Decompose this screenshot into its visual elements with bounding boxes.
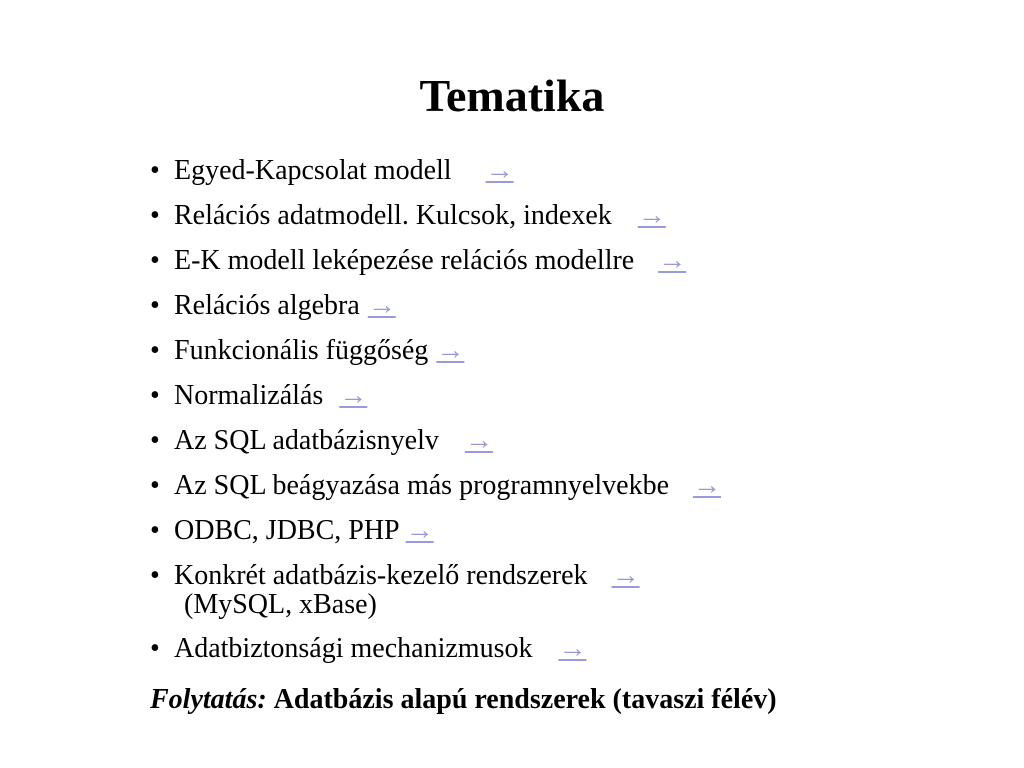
bullet-icon: •: [150, 200, 160, 231]
topic-item: [150, 626, 990, 671]
footer-lead: Folytatás:: [150, 684, 267, 715]
topic-text: Konkrét adatbázis-kezelő rendszerek: [174, 560, 588, 591]
topic-item: [150, 418, 990, 463]
bullet-icon: •: [150, 470, 160, 501]
topic-text: Az SQL beágyazása más programnyelvekbe: [174, 470, 669, 501]
footer-note: [150, 680, 777, 720]
topic-text: Egyed-Kapcsolat modell: [174, 155, 452, 186]
arrow-link-icon[interactable]: →: [485, 155, 514, 186]
slide-title: Tematika: [419, 70, 605, 121]
arrow-link-icon[interactable]: →: [367, 290, 396, 321]
topic-item: [150, 373, 990, 418]
topic-text: Az SQL adatbázisnyelv: [174, 425, 439, 456]
bullet-icon: •: [150, 290, 160, 321]
arrow-link-icon[interactable]: →: [637, 200, 666, 231]
bullet-icon: •: [150, 155, 160, 186]
topic-text: Relációs adatmodell. Kulcsok, indexek: [174, 200, 612, 231]
bullet-icon: •: [150, 560, 160, 591]
topic-item: [150, 553, 990, 620]
topic-subtext: (MySQL, xBase): [184, 589, 377, 620]
topic-item: [150, 283, 990, 328]
footer-text: Adatbázis alapú rendszerek (tavaszi félév): [273, 684, 777, 715]
topic-item: [150, 508, 990, 553]
arrow-link-icon[interactable]: →: [339, 380, 368, 411]
topic-item: [150, 238, 990, 283]
arrow-link-icon[interactable]: →: [658, 245, 687, 276]
topic-text: Relációs algebra: [174, 290, 360, 321]
topic-text: ODBC, JDBC, PHP: [174, 515, 400, 546]
bullet-icon: •: [150, 335, 160, 366]
bullet-icon: •: [150, 515, 160, 546]
arrow-link-icon[interactable]: →: [405, 515, 434, 546]
topic-item: [150, 148, 990, 193]
arrow-link-icon[interactable]: →: [693, 470, 721, 501]
bullet-icon: •: [150, 633, 160, 664]
topic-text: E-K modell leképezése relációs modellre: [174, 245, 635, 276]
bullet-icon: •: [150, 380, 160, 411]
topic-text: Adatbiztonsági mechanizmusok: [174, 633, 533, 664]
arrow-link-icon[interactable]: →: [558, 633, 587, 664]
topic-item: [150, 193, 990, 238]
topic-item: [150, 463, 990, 508]
topic-list: [150, 148, 990, 671]
arrow-link-icon[interactable]: →: [611, 560, 640, 591]
topic-item: [150, 328, 990, 373]
arrow-link-icon[interactable]: →: [436, 335, 465, 366]
bullet-icon: •: [150, 245, 160, 276]
topic-text: Normalizálás: [174, 380, 324, 411]
topic-text: Funkcionális függőség: [174, 335, 429, 366]
bullet-icon: •: [150, 425, 160, 456]
arrow-link-icon[interactable]: →: [464, 425, 493, 456]
